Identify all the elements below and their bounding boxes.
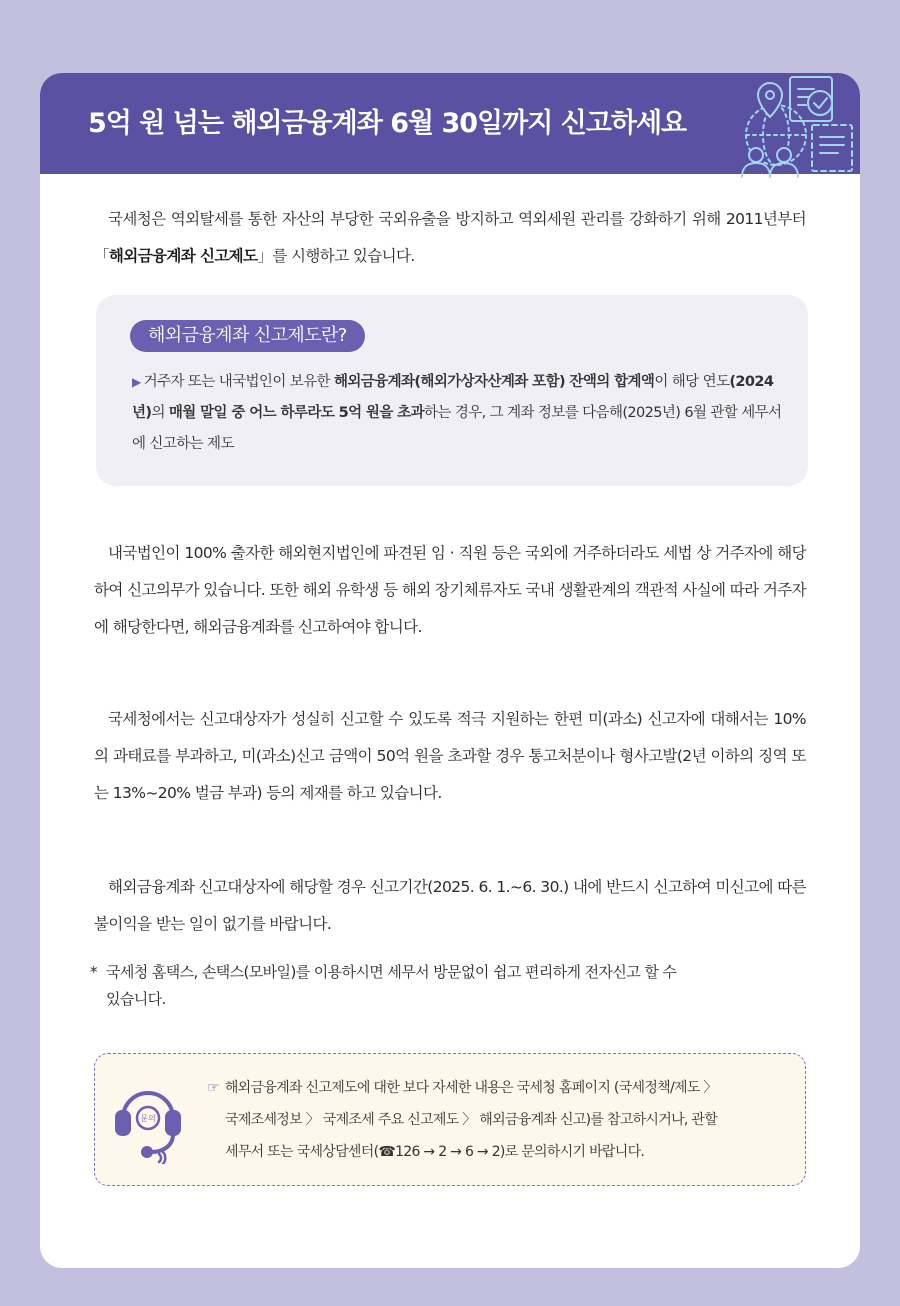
asterisk-mark: * xyxy=(90,963,97,981)
definition-bold-part: 매월 말일 중 어느 하루라도 5억 원을 초과 xyxy=(168,405,424,421)
page-title: 5억 원 넘는 해외금융계좌 6월 30일까지 신고하세요 xyxy=(88,108,687,139)
definition-bold-part: 해외금융계좌(해외가상자산계좌 포함) 잔액의 합계액 xyxy=(333,374,655,390)
intro-bold-text: 해외금융계좌 신고제도 xyxy=(108,247,258,265)
note-line: 있습니다. xyxy=(106,990,166,1008)
globe-location-people-checklist-icon xyxy=(728,73,856,183)
definition-text-part: 의 xyxy=(151,405,169,421)
definition-text-part: 거주자 또는 내국법인이 보유한 xyxy=(143,374,334,390)
definition-box xyxy=(96,295,808,486)
definition-text-part: 하는 경우, 그 계좌 정보를 다음해(2025년) 6월 관할 세무서에 신고하는 제도 xyxy=(132,405,782,452)
triangle-bullet-icon: ▶ xyxy=(132,375,141,389)
title-banner xyxy=(40,73,860,174)
pointing-hand-icon: ☞ xyxy=(207,1080,219,1096)
intro-text: 국세청은 역외탈세를 통한 자산의 부당한 국외유출을 방지하고 역외세원 관리를 강화하기 위해 2011년부터 「 xyxy=(94,210,806,265)
contact-text xyxy=(207,1072,793,1168)
resident-paragraph: 내국법인이 100% 출자한 해외현지법인에 파견된 임 · 직원 등은 국외에 거주하더라도 세법 상 거주자에 해당하여 신고의무가 있습니다. 또한 해외 유학생 등 해외 장기체류자도 국내 생활관계의 객관적 사실에 따라 거주자에 해당한다면, 해외금융계좌를 신고하여야 합니다. xyxy=(94,544,806,636)
penalty-paragraph: 국세청에서는 신고대상자가 성실히 신고할 수 있도록 적극 지원하는 한편 미(과소) 신고자에 대해서는 10%의 과태료를 부과하고, 미(과소)신고 금액이 50억 원을 초과할 경우 통고처분이나 형사고발(2년 이하의 징역 또는 13%~20% 벌금 부과) 등의 제재를 하고 있습니다. xyxy=(94,710,806,802)
definition-text-part: 이 해당 연도 xyxy=(654,374,730,390)
headset-inquiry-icon xyxy=(115,1072,181,1164)
intro-paragraph xyxy=(94,201,806,275)
document-card xyxy=(40,73,860,1268)
contact-line: 국제조세정보 〉 국제조세 주요 신고제도 〉 해외금융계좌 신고)를 참고하시거나, 관할 xyxy=(225,1112,718,1128)
contact-line: 세무서 또는 국세상담센터(☎126 → 2 → 6 → 2)로 문의하시기 바랍니다. xyxy=(225,1144,645,1160)
definition-heading: 해외금융계좌 신고제도란? xyxy=(130,320,365,352)
definition-bold-part: (2024년) xyxy=(132,374,774,421)
deadline-paragraph: 해외금융계좌 신고대상자에 해당할 경우 신고기간(2025. 6. 1.~6. 30.) 내에 반드시 신고하여 미신고에 따른 불이익을 받는 일이 없기를 바랍니다. xyxy=(94,878,806,933)
inquiry-label: 문의 xyxy=(140,1114,156,1123)
hometax-note xyxy=(90,959,810,1013)
intro-text-end: 」를 시행하고 있습니다. xyxy=(257,247,415,265)
note-line: 국세청 홈택스, 손택스(모바일)를 이용하시면 세무서 방문없이 쉽고 편리하게 전자신고 할 수 xyxy=(106,963,677,981)
contact-line: 해외금융계좌 신고제도에 대한 보다 자세한 내용은 국세청 홈페이지 (국세정책/제도 〉 xyxy=(224,1080,717,1096)
contact-box xyxy=(94,1053,806,1186)
definition-text xyxy=(132,367,788,460)
